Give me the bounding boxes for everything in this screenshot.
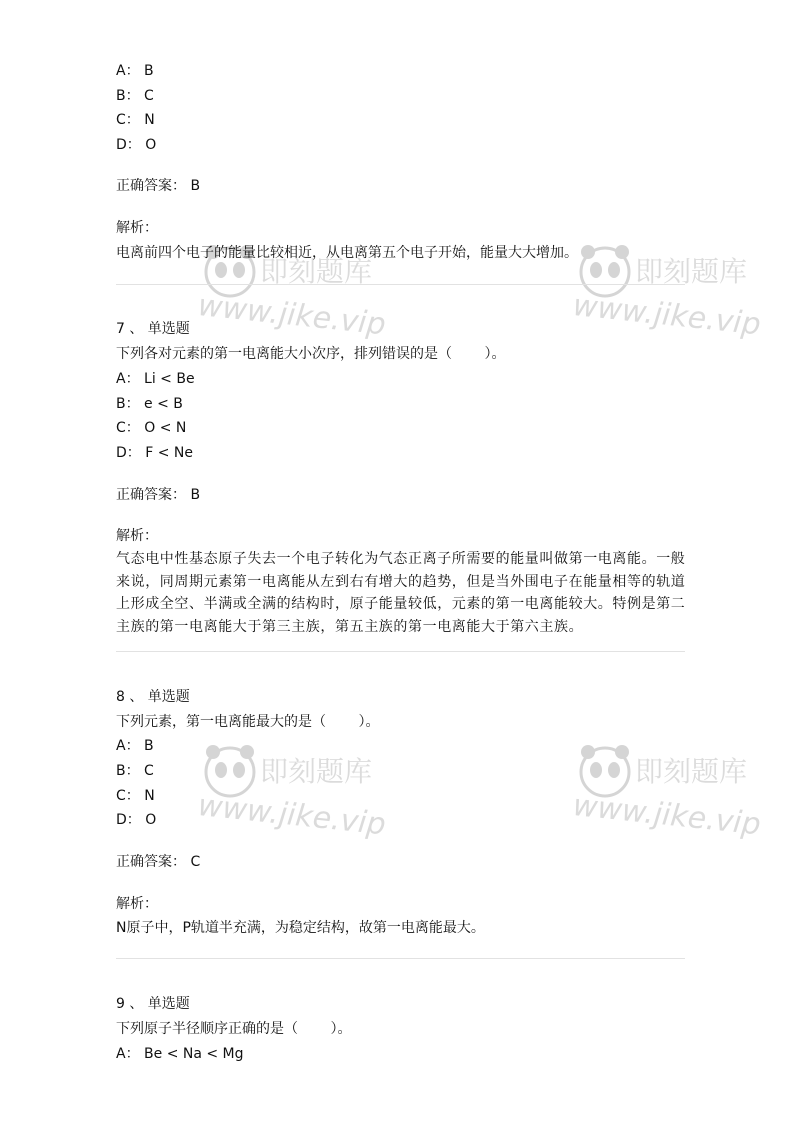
watermark-brand: 即刻题库	[260, 255, 373, 288]
panda-logo-icon	[575, 740, 635, 800]
watermark-brand: 即刻题库	[635, 755, 748, 788]
option-c: C： N	[116, 112, 155, 128]
question-number: 7 、 单选题	[116, 321, 190, 337]
question-stem: 下列原子半径顺序正确的是（ ）。	[116, 1021, 352, 1037]
analysis-label: 解析：	[116, 896, 158, 912]
analysis-text: N原子中，P轨道半充满，为稳定结构，故第一电离能最大。	[116, 920, 485, 936]
watermark	[571, 240, 800, 360]
divider	[116, 651, 685, 652]
watermark-url: www.jike.vip	[571, 288, 763, 343]
question-number: 9 、 单选题	[116, 996, 190, 1012]
panda-logo-icon	[200, 740, 260, 800]
option-b: B： C	[116, 763, 154, 779]
option-b: B： e < B	[116, 396, 183, 412]
option-a: A： B	[116, 738, 154, 754]
analysis-label: 解析：	[116, 528, 158, 544]
analysis-label: 解析：	[116, 220, 158, 236]
watermark	[571, 740, 800, 860]
panda-logo-icon	[575, 240, 635, 300]
watermark-brand: 即刻题库	[635, 255, 748, 288]
question-number: 8 、 单选题	[116, 689, 190, 705]
analysis-text: 电离前四个电子的能量比较相近，从电离第五个电子开始，能量大大增加。	[116, 245, 578, 261]
option-d: D： O	[116, 812, 157, 828]
watermark-brand: 即刻题库	[260, 755, 373, 788]
question-stem: 下列各对元素的第一电离能大小次序，排列错误的是（ ）。	[116, 346, 506, 362]
watermark	[196, 740, 460, 860]
watermark-url: www.jike.vip	[196, 288, 388, 343]
correct-answer: 正确答案： B	[116, 487, 201, 503]
option-c: C： O < N	[116, 420, 187, 436]
option-a: A： Be < Na < Mg	[116, 1046, 244, 1062]
divider	[116, 958, 685, 959]
option-d: D： F < Ne	[116, 445, 193, 461]
correct-answer: 正确答案： B	[116, 178, 201, 194]
option-b: B： C	[116, 88, 154, 104]
watermark-url: www.jike.vip	[571, 788, 763, 843]
option-c: C： N	[116, 788, 155, 804]
divider	[116, 284, 685, 285]
option-d: D： O	[116, 137, 157, 153]
question-stem: 下列元素，第一电离能最大的是（ ）。	[116, 714, 380, 730]
analysis-text: 气态电中性基态原子失去一个电子转化为气态正离子所需要的能量叫做第一电离能。一般来说，同周期元素第一电离能从左到右有增大的趋势，但是当外围电子在能量相等的轨道上形成全空、半满或全满的结构时，原子能量较低，元素的第一电离能较大。特例是第二主族的第一电离能大于第三主族，第五主族的第一电离能大于第六主族。	[116, 551, 686, 635]
option-a: A： B	[116, 63, 154, 79]
option-a: A： Li < Be	[116, 371, 195, 387]
watermark-url: www.jike.vip	[196, 788, 388, 843]
correct-answer: 正确答案： C	[116, 854, 201, 870]
